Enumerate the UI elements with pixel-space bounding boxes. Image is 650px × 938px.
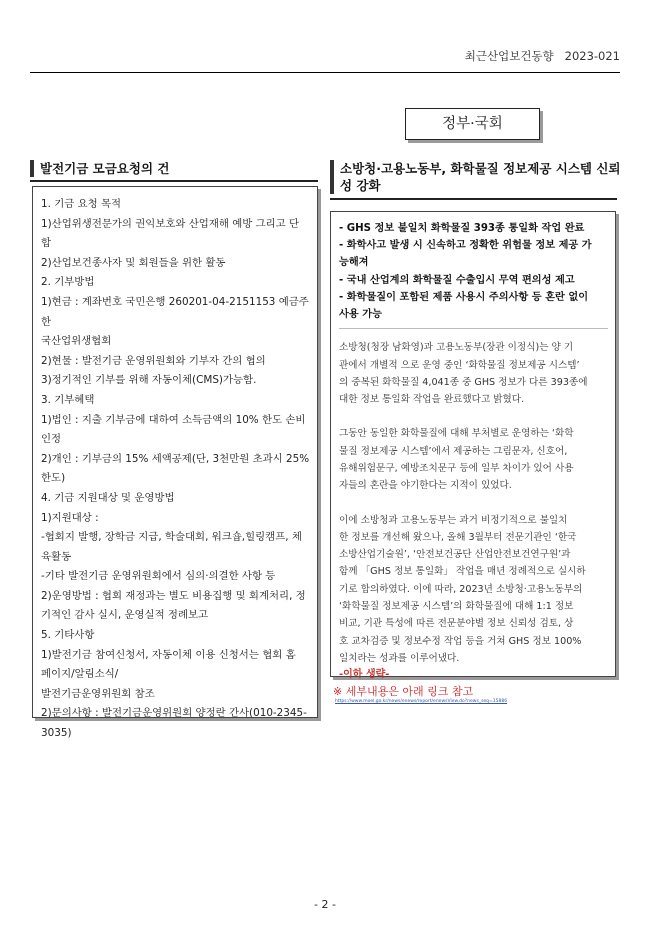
- paragraph-gap: [339, 408, 608, 425]
- fund-line: 2. 기부방법: [41, 276, 95, 289]
- fund-line: 한도): [41, 472, 66, 485]
- fund-line: 육활동: [41, 550, 72, 563]
- left-title-rule: [30, 180, 318, 182]
- fund-line: 2)개인 : 기부금의 15% 세액공제(단, 3천만원 초과시 25%: [41, 452, 310, 465]
- highlight-line: - GHS 정보 불일치 화학물질 393종 통일화 작업 완료: [339, 223, 585, 234]
- para3-line: ‘화학물질 정보제공 시스템’의 화학물질에 대해 1:1 정보: [339, 601, 574, 613]
- section-title-box: [405, 108, 540, 140]
- fund-line: 2)운영방법 : 협회 재정과는 별도 비용집행 및 회계처리, 정: [41, 589, 306, 602]
- fund-line: 2)산업보건종사자 및 회원들을 위한 활동: [41, 256, 226, 269]
- para3-line: 일치라는 성과를 이루어냈다.: [339, 652, 460, 664]
- right-article-title: [330, 160, 624, 194]
- fund-line: 4. 기금 지원대상 및 운영방법: [41, 491, 175, 504]
- para2-line: 물질 정보제공 시스템’에서 제공하는 그림문자, 신호어,: [339, 445, 568, 457]
- fund-line: -협회지 발행, 장학금 지급, 학술대회, 워크숍,힐링캠프, 체: [41, 531, 302, 544]
- fund-line: 5. 기타사항: [41, 629, 95, 642]
- right-title-line: 소방청·고용노동부, 화학물질 정보제공 시스템 신뢰: [340, 161, 621, 176]
- fund-line: 3. 기부혜택: [41, 393, 95, 406]
- para3-line: 호 교차검증 및 정보수정 작업 등을 거쳐 GHS 정보 100%: [339, 635, 582, 647]
- fund-line: 2)문의사항 : 발전기금운영위원회 양정란 간사(010-2345-: [41, 707, 307, 720]
- para2-line: 유해위험문구, 예방조치문구 등에 일부 차이가 있어 사용: [339, 463, 574, 474]
- page-header: [440, 48, 620, 64]
- para1-line: 대한 정보 통일화 작업을 완료했다고 밝혔다.: [339, 394, 525, 406]
- fund-line: 기적인 감사 실시, 운영실적 정례보고: [41, 609, 209, 622]
- para2-line: 자들의 혼란을 야기한다는 지적이 있었다.: [339, 480, 512, 492]
- fund-request-box: [32, 186, 318, 740]
- fund-line: 1)발전기금 참여신청서, 자동이체 이용 신청서는 협회 홈: [41, 648, 296, 661]
- highlight-line: - 화학사고 발생 시 신속하고 정확한 위험물 정보 제공 가: [339, 240, 592, 252]
- fund-line: -기타 발전기금 운영위원회에서 심의·의결한 사항 등: [41, 570, 276, 583]
- detail-link[interactable]: https://www.moel.go.kr/news/enews/report/enewsView.do?news_seq=15886: [335, 699, 508, 704]
- omitted-note: -이하 생략-: [339, 669, 390, 681]
- para3-line: 함께 「GHS 정보 통일화」 작업을 매년 정례적으로 실시하: [339, 566, 586, 578]
- para3-line: 소방산업기술원’, ‘안전보건공단 산업안전보건연구원’과: [339, 549, 571, 561]
- fund-line: 합: [41, 237, 52, 250]
- fund-line: 1)지원대상 :: [41, 511, 99, 524]
- fund-line: 국산업위생협회: [41, 335, 112, 348]
- fund-line: 1)현금 : 계좌번호 국민은행 260201-04-2151153 예금주 한: [41, 295, 309, 328]
- fund-line: 1. 기금 요청 목적: [41, 198, 122, 210]
- para1-line: 소방청(청장 남화영)과 고용노동부(장관 이정식)는 양 기: [339, 342, 574, 354]
- paragraph-gap: [339, 495, 608, 512]
- fund-line: 2)현물 : 발전기금 운영위원회와 기부자 간의 협의: [41, 354, 266, 367]
- para3-line: 이에 소방청과 고용노동부는 과거 비정기적으로 불일치: [339, 514, 568, 526]
- para3-line: 한 정보를 개선해 왔으나, 올해 3월부터 전문기관인 ‘한국: [339, 531, 577, 543]
- para3-line: 기로 합의하였다. 이에 따라, 2023년 소방청·고용노동부의: [339, 583, 583, 595]
- left-article-title: 발전기금 모금요청의 건: [30, 160, 320, 177]
- right-title-line: 성 강화: [340, 178, 381, 193]
- section-title: 정부·국회: [442, 116, 503, 132]
- para1-line: 관에서 개별적 으로 운영 중인 ‘화학물질 정보제공 시스템’: [339, 359, 580, 371]
- fund-line: 1)산업위생전문가의 권익보호와 산업재해 예방 그리고 단: [41, 217, 300, 230]
- issue-number: 2023-021: [564, 49, 620, 63]
- page-number: - 2 -: [314, 898, 336, 911]
- publication-name: 최근산업보건동향: [464, 49, 554, 63]
- fund-line: 3035): [41, 727, 72, 740]
- fund-line: 페이지/알림소식/: [41, 668, 119, 681]
- right-title-rule: [330, 198, 617, 200]
- highlight-line: - 국내 산업계의 화학물질 수출입시 무역 편의성 제고: [339, 274, 575, 286]
- highlight-line: 사용 가능: [339, 309, 382, 321]
- article-box: [330, 211, 616, 681]
- header-rule: [30, 72, 620, 73]
- highlight-divider: [339, 328, 608, 329]
- fund-line: 발전기금운영위원회 참조: [41, 687, 155, 700]
- fund-line: 인정: [41, 433, 62, 446]
- detail-note: ※ 세부내용은 아래 링크 참고: [333, 685, 474, 698]
- para1-line: 의 중복된 화학물질 4,041종 중 GHS 정보가 다른 393종에: [339, 376, 588, 388]
- para3-line: 비교, 기관 특성에 따른 전문분야별 정보 신뢰성 검토, 상: [339, 618, 574, 630]
- highlight-line: 능해져: [339, 257, 369, 269]
- para2-line: 그동안 동일한 화학물질에 대해 부처별로 운영하는 ‘화학: [339, 428, 574, 440]
- fund-line: 1)법인 : 지출 기부금에 대하여 소득금액의 10% 한도 손비: [41, 413, 306, 426]
- highlight-line: - 화학물질이 포함된 제품 사용시 주의사항 등 혼란 없이: [339, 291, 589, 303]
- fund-line: 3)정기적인 기부를 위해 자동이체(CMS)가능함.: [41, 374, 257, 387]
